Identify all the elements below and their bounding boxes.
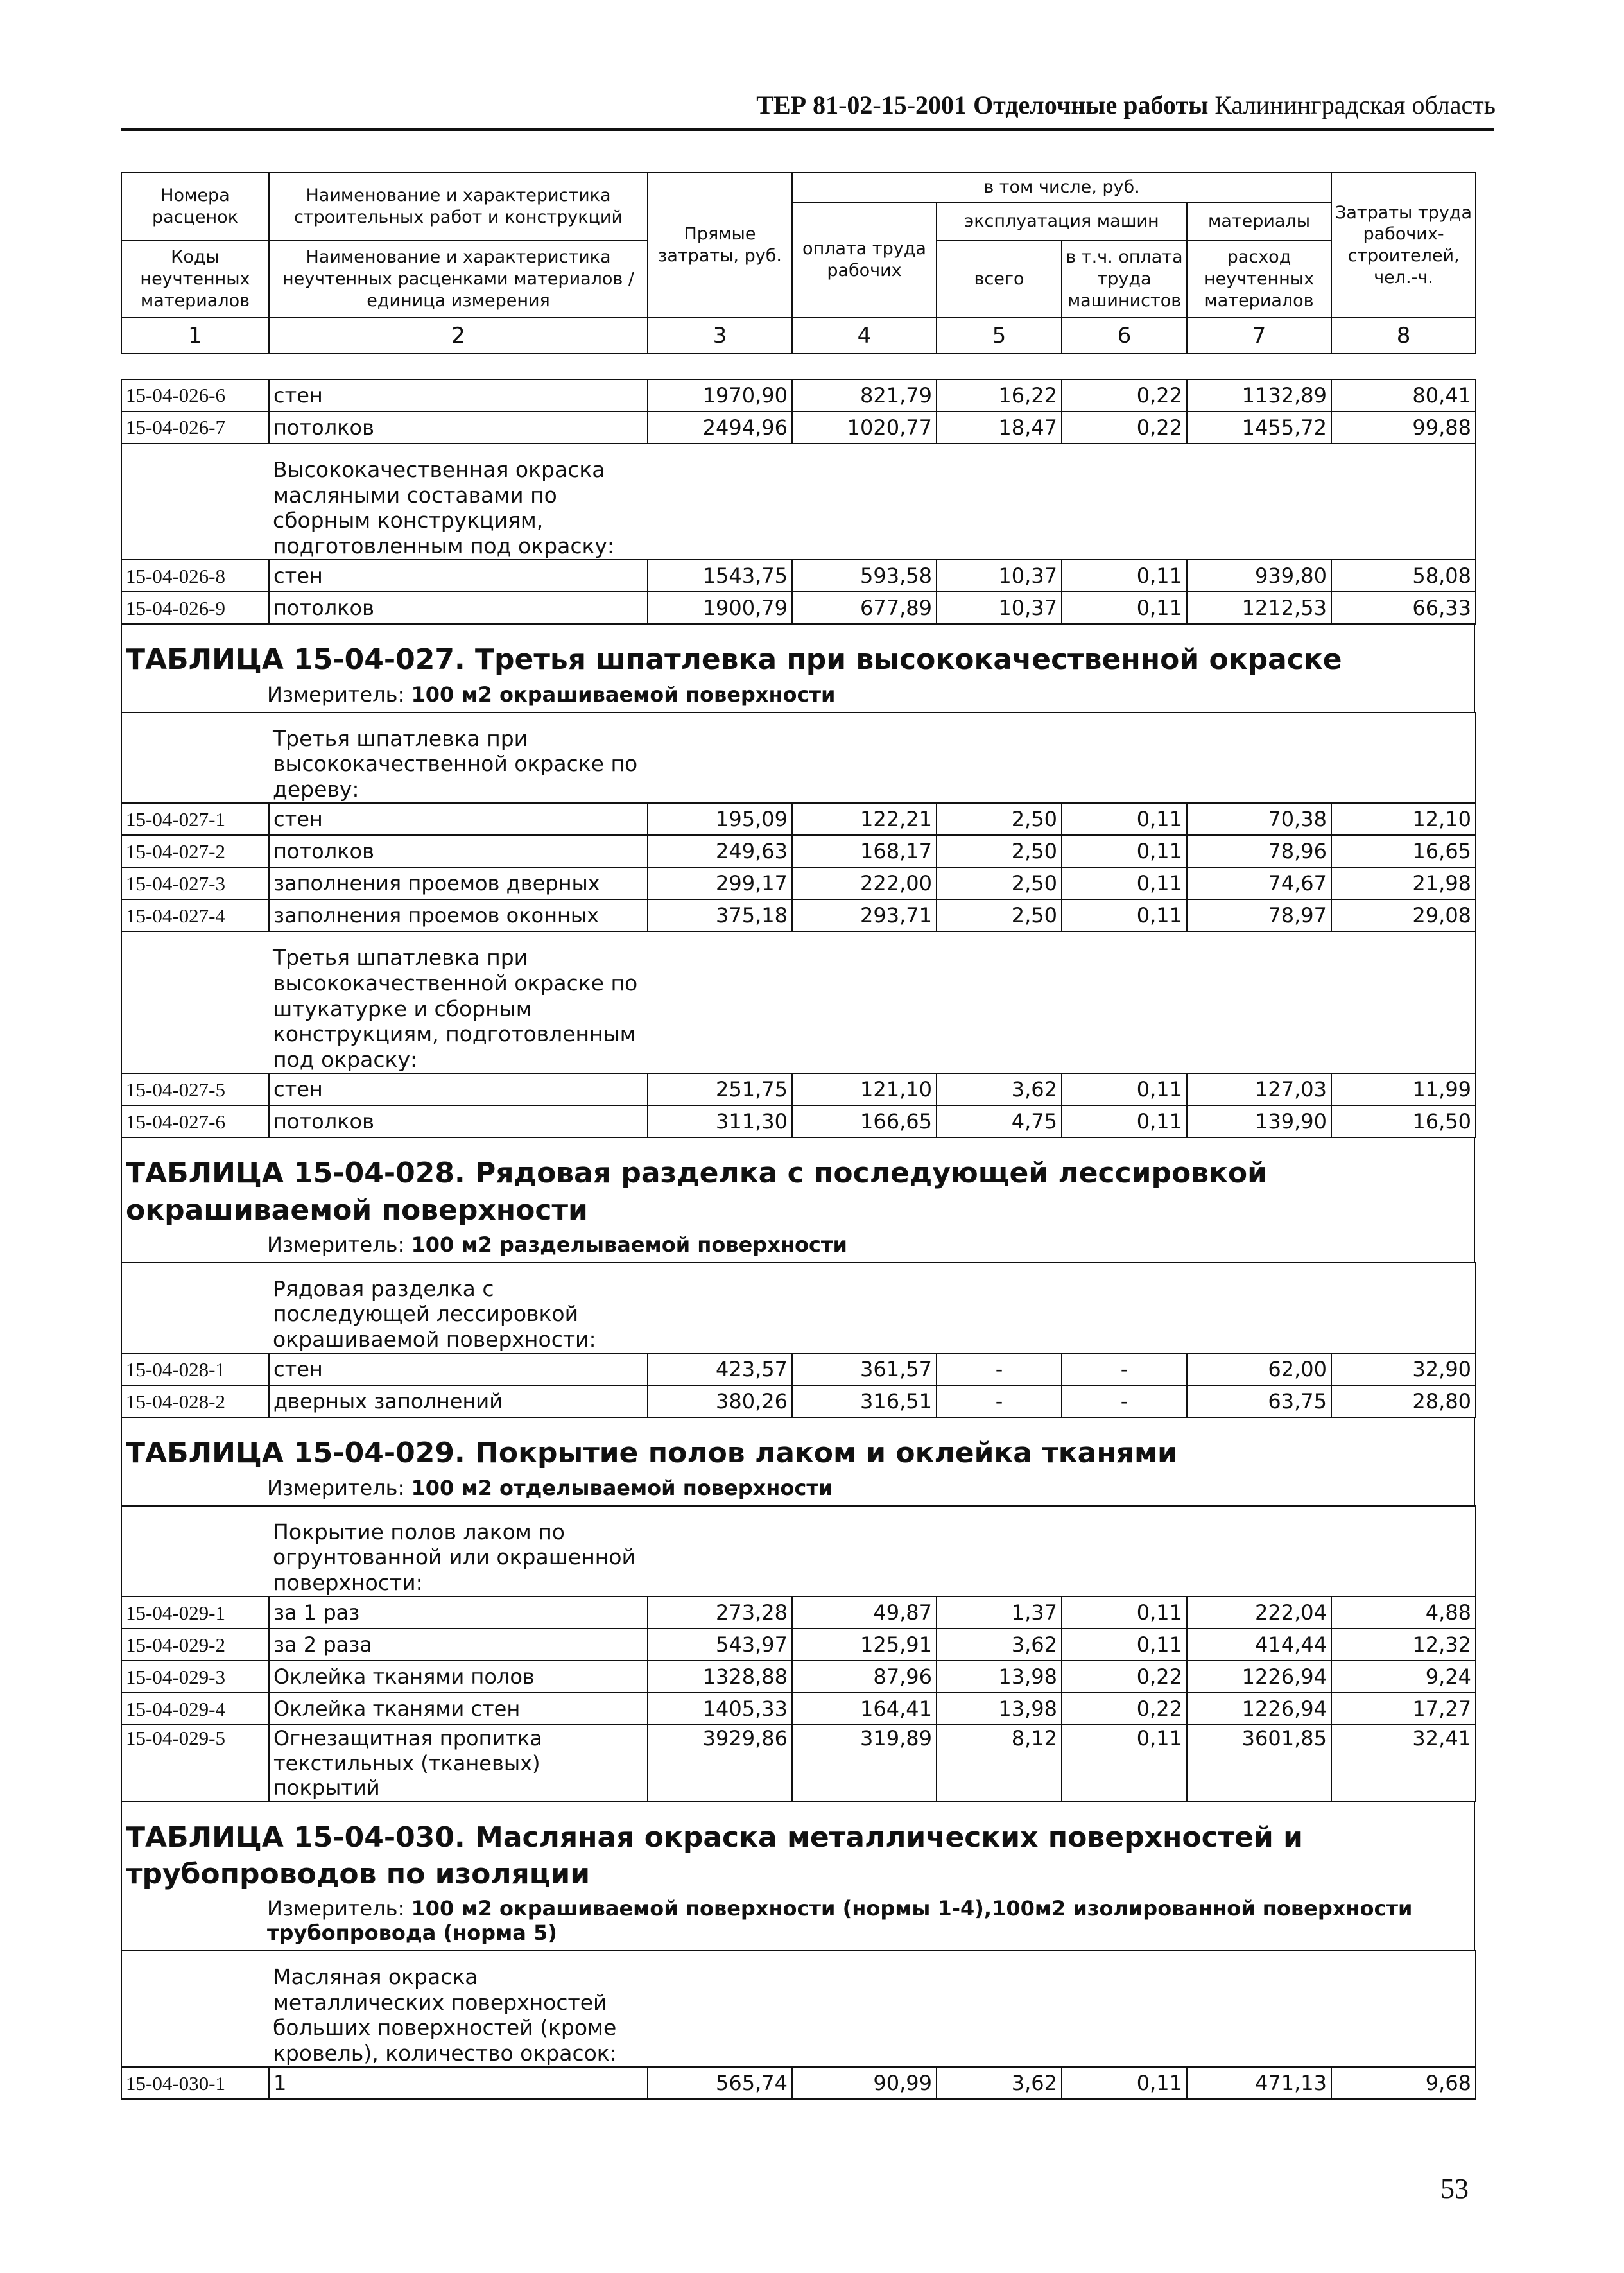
work-name: за 1 раз	[269, 1596, 648, 1629]
meter-value: 100 м2 окрашиваемой поверхности (нормы 1-4),100м2 изолированной поверхности трубопровода (норма 5)	[267, 1896, 1413, 1945]
work-name: стен	[269, 560, 648, 592]
value-cell: 0,11	[1062, 1105, 1187, 1137]
value-cell: 28,80	[1331, 1385, 1476, 1417]
work-name: Оклейка тканями полов	[269, 1661, 648, 1693]
value-cell: 13,98	[937, 1661, 1062, 1693]
rates-table-15-04-029	[121, 1505, 1476, 1802]
value-cell: 18,47	[937, 411, 1062, 444]
header-including: в том числе, руб.	[792, 173, 1331, 202]
rate-code: 15-04-029-2	[121, 1629, 269, 1661]
value-cell: 821,79	[792, 379, 937, 411]
caption-row	[121, 1506, 1476, 1597]
value-cell: 12,32	[1331, 1629, 1476, 1661]
meter-line	[267, 1896, 1470, 1945]
value-cell: 423,57	[648, 1353, 792, 1385]
group-caption: Масляная окраска металлических поверхностей больших поверхностей (кроме кровель), количество окрасок:	[273, 1964, 617, 2066]
value-cell: 3929,86	[648, 1725, 792, 1801]
value-cell: 311,30	[648, 1105, 792, 1137]
value-cell: 0,11	[1062, 592, 1187, 624]
header-machinists-pay: в т.ч. оплата труда машинистов	[1062, 241, 1187, 318]
value-cell: 1226,94	[1187, 1661, 1331, 1693]
value-cell: -	[1062, 1385, 1187, 1417]
value-cell: 0,22	[1062, 1661, 1187, 1693]
caption-row	[121, 713, 1476, 804]
work-name: потолков	[269, 1105, 648, 1137]
rate-code: 15-04-030-1	[121, 2067, 269, 2099]
value-cell: 0,11	[1062, 560, 1187, 592]
work-name: стен	[269, 1073, 648, 1105]
table-row	[121, 803, 1476, 835]
work-name: 1	[269, 2067, 648, 2099]
value-cell: 195,09	[648, 803, 792, 835]
work-name: Огнезащитная пропитка текстильных (тканевых) покрытий	[269, 1725, 648, 1801]
value-cell: 414,44	[1187, 1629, 1331, 1661]
value-cell: 21,98	[1331, 867, 1476, 899]
value-cell: 0,11	[1062, 867, 1187, 899]
group-caption: Третья шпатлевка при высококачественной окраске по дереву:	[273, 725, 638, 802]
value-cell: 0,11	[1062, 2067, 1187, 2099]
value-cell: 78,97	[1187, 899, 1331, 931]
group-caption: Высококачественная окраска масляными составами по сборным конструкциям, подготовленным под окраску:	[273, 457, 615, 558]
caption-row	[121, 1951, 1476, 2067]
value-cell: 0,11	[1062, 1725, 1187, 1801]
table-row	[121, 1105, 1476, 1137]
header-labor-costs: Затраты труда рабочих-строителей, чел.-ч.	[1331, 173, 1476, 318]
column-number: 1	[121, 318, 269, 354]
column-number: 7	[1187, 318, 1331, 354]
value-cell: 249,63	[648, 835, 792, 867]
value-cell: 80,41	[1331, 379, 1476, 411]
value-cell: 166,65	[792, 1105, 937, 1137]
page-number: 53	[1440, 2173, 1469, 2204]
column-number: 3	[648, 318, 792, 354]
value-cell: 87,96	[792, 1661, 937, 1693]
rate-code: 15-04-029-1	[121, 1596, 269, 1629]
value-cell: -	[937, 1385, 1062, 1417]
value-cell: 380,26	[648, 1385, 792, 1417]
value-cell: 361,57	[792, 1353, 937, 1385]
value-cell: 9,68	[1331, 2067, 1476, 2099]
rate-code: 15-04-027-6	[121, 1105, 269, 1137]
table-15-04-029-heading	[121, 1418, 1475, 1505]
meter-line	[267, 682, 1470, 707]
value-cell: 13,98	[937, 1693, 1062, 1725]
table-15-04-028-heading	[121, 1138, 1475, 1261]
value-cell: 1,37	[937, 1596, 1062, 1629]
column-number: 6	[1062, 318, 1187, 354]
value-cell: 12,10	[1331, 803, 1476, 835]
value-cell: 222,04	[1187, 1596, 1331, 1629]
value-cell: 16,65	[1331, 835, 1476, 867]
value-cell: 1970,90	[648, 379, 792, 411]
table-row	[121, 1353, 1476, 1385]
running-head-code: ТЕР 81-02-15-2001	[756, 91, 967, 119]
table-title: ТАБЛИЦА 15-04-030. Масляная окраска металлических поверхностей и трубопроводов по изоляции	[126, 1820, 1303, 1890]
table-row	[121, 1629, 1476, 1661]
group-caption: Покрытие полов лаком по огрунтованной или окрашенной поверхности:	[273, 1519, 635, 1595]
header-materials: материалы	[1187, 202, 1331, 241]
header-machines-total: всего	[937, 241, 1062, 318]
value-cell: 593,58	[792, 560, 937, 592]
rate-code: 15-04-026-6	[121, 379, 269, 411]
meter-value: 100 м2 разделываемой поверхности	[411, 1232, 847, 1257]
value-cell: 471,13	[1187, 2067, 1331, 2099]
value-cell: 677,89	[792, 592, 937, 624]
value-cell: 2,50	[937, 867, 1062, 899]
table-row	[121, 1073, 1476, 1105]
value-cell: 99,88	[1331, 411, 1476, 444]
table-15-04-030-heading	[121, 1802, 1475, 1950]
meter-label: Измеритель:	[267, 1232, 405, 1257]
header-unaccounted-name: Наименование и характеристика неучтенных расценками материалов / единица измерения	[269, 241, 648, 318]
value-cell: 10,37	[937, 592, 1062, 624]
value-cell: 70,38	[1187, 803, 1331, 835]
rate-code: 15-04-026-7	[121, 411, 269, 444]
rate-code: 15-04-027-4	[121, 899, 269, 931]
rate-code: 15-04-029-4	[121, 1693, 269, 1725]
column-header-table	[121, 172, 1476, 354]
value-cell: 2,50	[937, 803, 1062, 835]
value-cell: 8,12	[937, 1725, 1062, 1801]
value-cell: 4,75	[937, 1105, 1062, 1137]
column-number: 4	[792, 318, 937, 354]
caption-row	[121, 444, 1476, 560]
table-title: ТАБЛИЦА 15-04-029. Покрытие полов лаком и оклейка тканями	[126, 1437, 1177, 1470]
rates-table-15-04-030	[121, 1950, 1476, 2100]
rate-code: 15-04-029-5	[121, 1725, 269, 1801]
work-name: заполнения проемов дверных	[269, 867, 648, 899]
value-cell: 3601,85	[1187, 1725, 1331, 1801]
header-direct-costs: Прямые затраты, руб.	[648, 173, 792, 318]
value-cell: 2,50	[937, 835, 1062, 867]
table-row	[121, 867, 1476, 899]
value-cell: 62,00	[1187, 1353, 1331, 1385]
value-cell: 139,90	[1187, 1105, 1331, 1137]
meter-value: 100 м2 отделываемой поверхности	[411, 1475, 833, 1500]
rate-code: 15-04-026-9	[121, 592, 269, 624]
value-cell: 565,74	[648, 2067, 792, 2099]
value-cell: 222,00	[792, 867, 937, 899]
value-cell: 121,10	[792, 1073, 937, 1105]
rates-table-15-04-027	[121, 712, 1476, 1139]
meter-label: Измеритель:	[267, 1896, 405, 1921]
column-number: 2	[269, 318, 648, 354]
running-head-region: Калининградская область	[1214, 91, 1496, 119]
value-cell: 1212,53	[1187, 592, 1331, 624]
header-work-name: Наименование и характеристика строительных работ и конструкций	[269, 173, 648, 241]
header-machines: эксплуатация машин	[937, 202, 1187, 241]
value-cell: 17,27	[1331, 1693, 1476, 1725]
work-name: за 2 раза	[269, 1629, 648, 1661]
table-row	[121, 1596, 1476, 1629]
value-cell: 32,90	[1331, 1353, 1476, 1385]
rate-code: 15-04-029-3	[121, 1661, 269, 1693]
caption-row	[121, 931, 1476, 1073]
content	[121, 379, 1475, 2100]
value-cell: 0,11	[1062, 803, 1187, 835]
work-name: стен	[269, 1353, 648, 1385]
value-cell: 63,75	[1187, 1385, 1331, 1417]
group-caption: Рядовая разделка с последующей лессировкой окрашиваемой поверхности:	[273, 1275, 596, 1352]
value-cell: 319,89	[792, 1725, 937, 1801]
running-head-part: Отделочные работы	[973, 91, 1209, 119]
value-cell: 0,11	[1062, 1629, 1187, 1661]
rate-code: 15-04-027-3	[121, 867, 269, 899]
work-name: потолков	[269, 835, 648, 867]
meter-line	[267, 1232, 1470, 1257]
header-rule	[121, 128, 1494, 131]
table-title: ТАБЛИЦА 15-04-027. Третья шпатлевка при высококачественной окраске	[126, 643, 1342, 677]
value-cell: 543,97	[648, 1629, 792, 1661]
work-name: стен	[269, 803, 648, 835]
value-cell: 293,71	[792, 899, 937, 931]
value-cell: -	[937, 1353, 1062, 1385]
value-cell: 122,21	[792, 803, 937, 835]
table-title: ТАБЛИЦА 15-04-028. Рядовая разделка с последующей лессировкой окрашиваемой поверхности	[126, 1157, 1267, 1227]
value-cell: 1405,33	[648, 1693, 792, 1725]
meter-label: Измеритель:	[267, 682, 405, 707]
value-cell: 164,41	[792, 1693, 937, 1725]
value-cell: 74,67	[1187, 867, 1331, 899]
value-cell: 0,22	[1062, 379, 1187, 411]
value-cell: 0,22	[1062, 411, 1187, 444]
rate-code: 15-04-027-2	[121, 835, 269, 867]
column-number: 8	[1331, 318, 1476, 354]
value-cell: 0,11	[1062, 899, 1187, 931]
table-15-04-027-heading	[121, 625, 1475, 711]
table-row	[121, 1385, 1476, 1417]
value-cell: 299,17	[648, 867, 792, 899]
meter-label: Измеритель:	[267, 1475, 405, 1500]
value-cell: 375,18	[648, 899, 792, 931]
value-cell: 1543,75	[648, 560, 792, 592]
value-cell: 0,11	[1062, 1596, 1187, 1629]
caption-row	[121, 1263, 1476, 1354]
work-name: стен	[269, 379, 648, 411]
value-cell: 251,75	[648, 1073, 792, 1105]
value-cell: 16,50	[1331, 1105, 1476, 1137]
work-name: потолков	[269, 592, 648, 624]
table-row	[121, 1661, 1476, 1693]
value-cell: 66,33	[1331, 592, 1476, 624]
value-cell: 32,41	[1331, 1725, 1476, 1801]
value-cell: 49,87	[792, 1596, 937, 1629]
value-cell: 3,62	[937, 2067, 1062, 2099]
value-cell: 10,37	[937, 560, 1062, 592]
work-name: дверных заполнений	[269, 1385, 648, 1417]
meter-value: 100 м2 окрашиваемой поверхности	[411, 682, 836, 707]
value-cell: 1328,88	[648, 1661, 792, 1693]
value-cell: 1020,77	[792, 411, 937, 444]
value-cell: 125,91	[792, 1629, 937, 1661]
table-row	[121, 835, 1476, 867]
header-workers-pay: оплата труда рабочих	[792, 202, 937, 318]
value-cell: 939,80	[1187, 560, 1331, 592]
table-row	[121, 1725, 1476, 1801]
value-cell: 90,99	[792, 2067, 937, 2099]
meter-line	[267, 1476, 1470, 1500]
rate-code: 15-04-028-2	[121, 1385, 269, 1417]
rate-code: 15-04-027-5	[121, 1073, 269, 1105]
work-name: заполнения проемов оконных	[269, 899, 648, 931]
table-row	[121, 592, 1476, 624]
value-cell: 3,62	[937, 1073, 1062, 1105]
table-row	[121, 899, 1476, 931]
value-cell: 2494,96	[648, 411, 792, 444]
value-cell: 1900,79	[648, 592, 792, 624]
value-cell: 1132,89	[1187, 379, 1331, 411]
work-name: потолков	[269, 411, 648, 444]
value-cell: 1455,72	[1187, 411, 1331, 444]
rate-code: 15-04-026-8	[121, 560, 269, 592]
value-cell: 1226,94	[1187, 1693, 1331, 1725]
table-row	[121, 2067, 1476, 2099]
rate-code: 15-04-027-1	[121, 803, 269, 835]
running-head	[680, 90, 1496, 120]
table-row	[121, 379, 1476, 411]
value-cell: 9,24	[1331, 1661, 1476, 1693]
rate-code: 15-04-028-1	[121, 1353, 269, 1385]
value-cell: 2,50	[937, 899, 1062, 931]
value-cell: 0,22	[1062, 1693, 1187, 1725]
value-cell: 11,99	[1331, 1073, 1476, 1105]
header-unaccounted-codes: Коды неучтенных материалов	[121, 241, 269, 318]
value-cell: 78,96	[1187, 835, 1331, 867]
table-row	[121, 1693, 1476, 1725]
value-cell: 0,11	[1062, 1073, 1187, 1105]
value-cell: 29,08	[1331, 899, 1476, 931]
value-cell: 273,28	[648, 1596, 792, 1629]
value-cell: 127,03	[1187, 1073, 1331, 1105]
value-cell: 3,62	[937, 1629, 1062, 1661]
group-caption: Третья шпатлевка при высококачественной окраске по штукатурке и сборным конструкциям, подготовленным под окраску:	[273, 945, 638, 1072]
header-rates-number: Номера расценок	[121, 173, 269, 241]
value-cell: 0,11	[1062, 835, 1187, 867]
header-unaccounted-materials: расход неучтенных материалов	[1187, 241, 1331, 318]
value-cell: -	[1062, 1353, 1187, 1385]
rates-table-15-04-028	[121, 1262, 1476, 1419]
value-cell: 58,08	[1331, 560, 1476, 592]
value-cell: 16,22	[937, 379, 1062, 411]
column-number: 5	[937, 318, 1062, 354]
work-name: Оклейка тканями стен	[269, 1693, 648, 1725]
value-cell: 168,17	[792, 835, 937, 867]
table-row	[121, 560, 1476, 592]
value-cell: 316,51	[792, 1385, 937, 1417]
table-row	[121, 411, 1476, 444]
rates-table-015-04-026	[121, 379, 1476, 625]
value-cell: 4,88	[1331, 1596, 1476, 1629]
